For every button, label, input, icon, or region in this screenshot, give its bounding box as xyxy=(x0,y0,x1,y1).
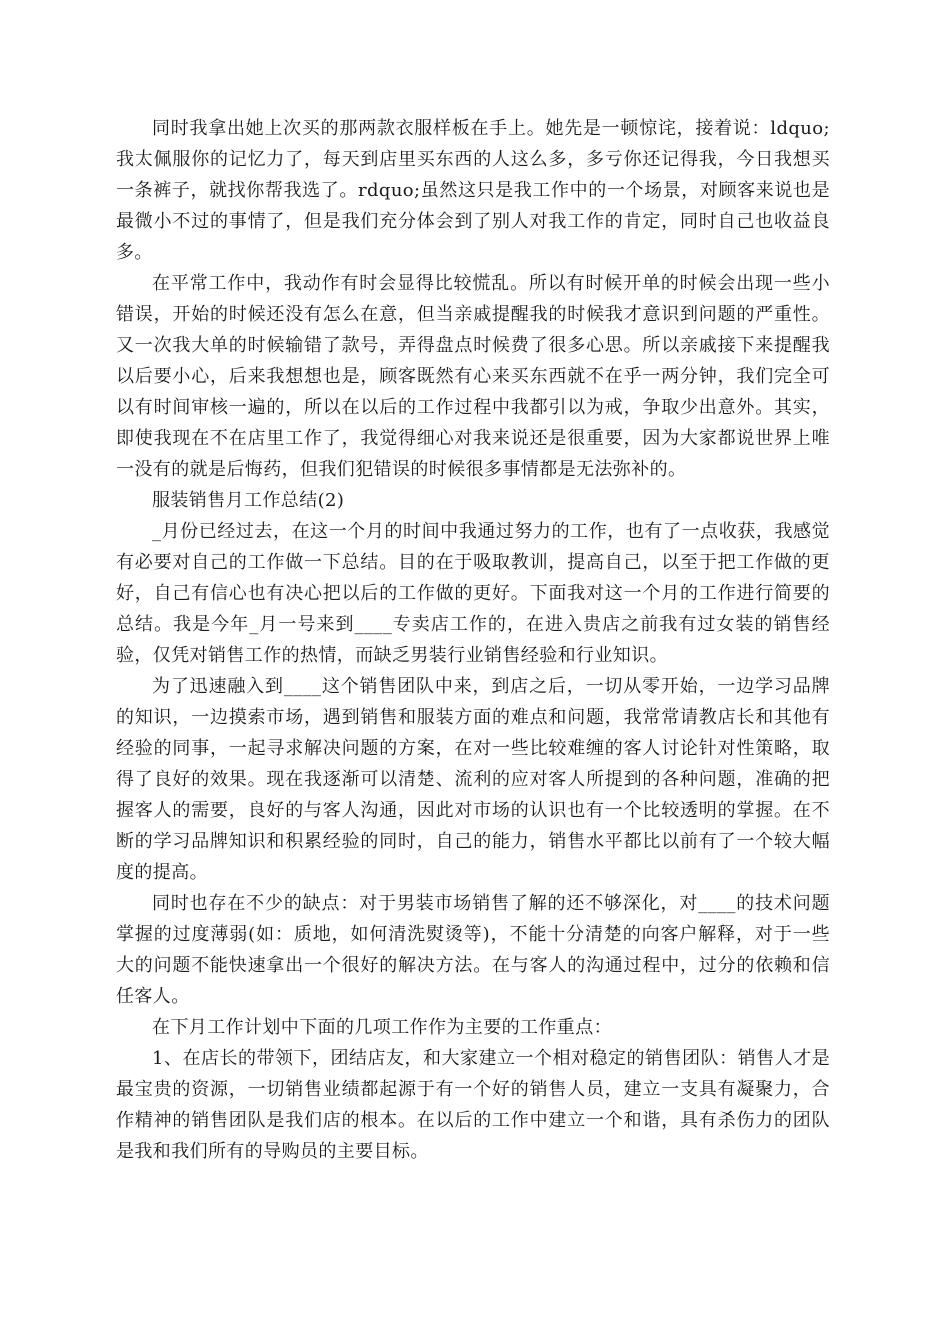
section-heading: 服装销售月工作总结(2) xyxy=(152,490,345,511)
paragraph-shortcomings: 同时也存在不少的缺点：对于男装市场销售了解的还不够深化，对____的技术问题掌握的过度薄弱(如：质地，如何清洗熨烫等)，不能十分清楚的向客户解释，对于一些大的问题不能快速拿出一个很好的解决方法。在与客人的沟通过程中，过分的依赖和信任客人。 xyxy=(116,893,830,1007)
paragraph-team-integration: 为了迅速融入到____这个销售团队中来，到店之后，一切从零开始，一边学习品牌的知识，一边摸索市场，遇到销售和服装方面的难点和问题，我常常请教店长和其他有经验的同事，一起寻求解决问题的方案，在对一些比较难缠的客人讨论针对性策略，取得了良好的效果。现在我逐渐可以清楚、流利的应对客人所提到的各种问题，准确的把握客人的需要，良好的与客人沟通，因此对市场的认识也有一个比较透明的掌握。在不断的学习品牌知识和积累经验的同时，自己的能力，销售水平都比以前有了一个较大幅度的提高。 xyxy=(116,676,830,883)
document-page xyxy=(116,113,830,1167)
paragraph-customer-memory: 同时我拿出她上次买的那两款衣服样板在手上。她先是一顿惊诧，接着说：ldquo;我太佩服你的记忆力了，每天到店里买东西的人这么多，多亏你还记得我，今日我想买一条裤子，就找你帮我选了。rdquo;虽然这只是我工作中的一个场景，对顾客来说也是最微小不过的事情了，但是我们充分体会到了别人对我工作的肯定，同时自己也收益良多。 xyxy=(116,118,830,263)
paragraph-month-summary: _月份已经过去，在这一个月的时间中我通过努力的工作，也有了一点收获，我感觉有必要对自己的工作做一下总结。目的在于吸取教训，提高自己，以至于把工作做的更好，自己有信心也有决心把以后的工作做的更好。下面我对这一个月的工作进行简要的总结。我是今年_月一号来到____专卖店工作的，在进入贵店之前我有过女装的销售经验，仅凭对销售工作的热情，而缺乏男装行业销售经验和行业知识。 xyxy=(116,521,830,666)
paragraph-next-month-plan: 在下月工作计划中下面的几项工作作为主要的工作重点： xyxy=(152,1017,612,1038)
paragraph-plan-item-1: 1、在店长的带领下，团结店友，和大家建立一个相对稳定的销售团队：销售人才是最宝贵的资源，一切销售业绩都起源于有一个好的销售人员，建立一支具有凝聚力，合作精神的销售团队是我们店的根本。在以后的工作中建立一个和谐，具有杀伤力的团队是我和我们所有的导购员的主要目标。 xyxy=(116,1048,830,1162)
paragraph-carefulness: 在平常工作中，我动作有时会显得比较慌乱。所以有时候开单的时候会出现一些小错误，开始的时候还没有怎么在意，但当亲戚提醒我的时候我才意识到问题的严重性。又一次我大单的时候输错了款号，弄得盘点时候费了很多心思。所以亲戚接下来提醒我以后要小心，后来我想想也是，顾客既然有心来买东西就不在乎一两分钟，我们完全可以有时间审核一遍的，所以在以后的工作过程中我都引以为戒，争取少出意外。其实，即使我现在不在店里工作了，我觉得细心对我来说还是很重要，因为大家都说世界上唯一没有的就是后悔药，但我们犯错误的时候很多事情都是无法弥补的。 xyxy=(116,273,830,480)
